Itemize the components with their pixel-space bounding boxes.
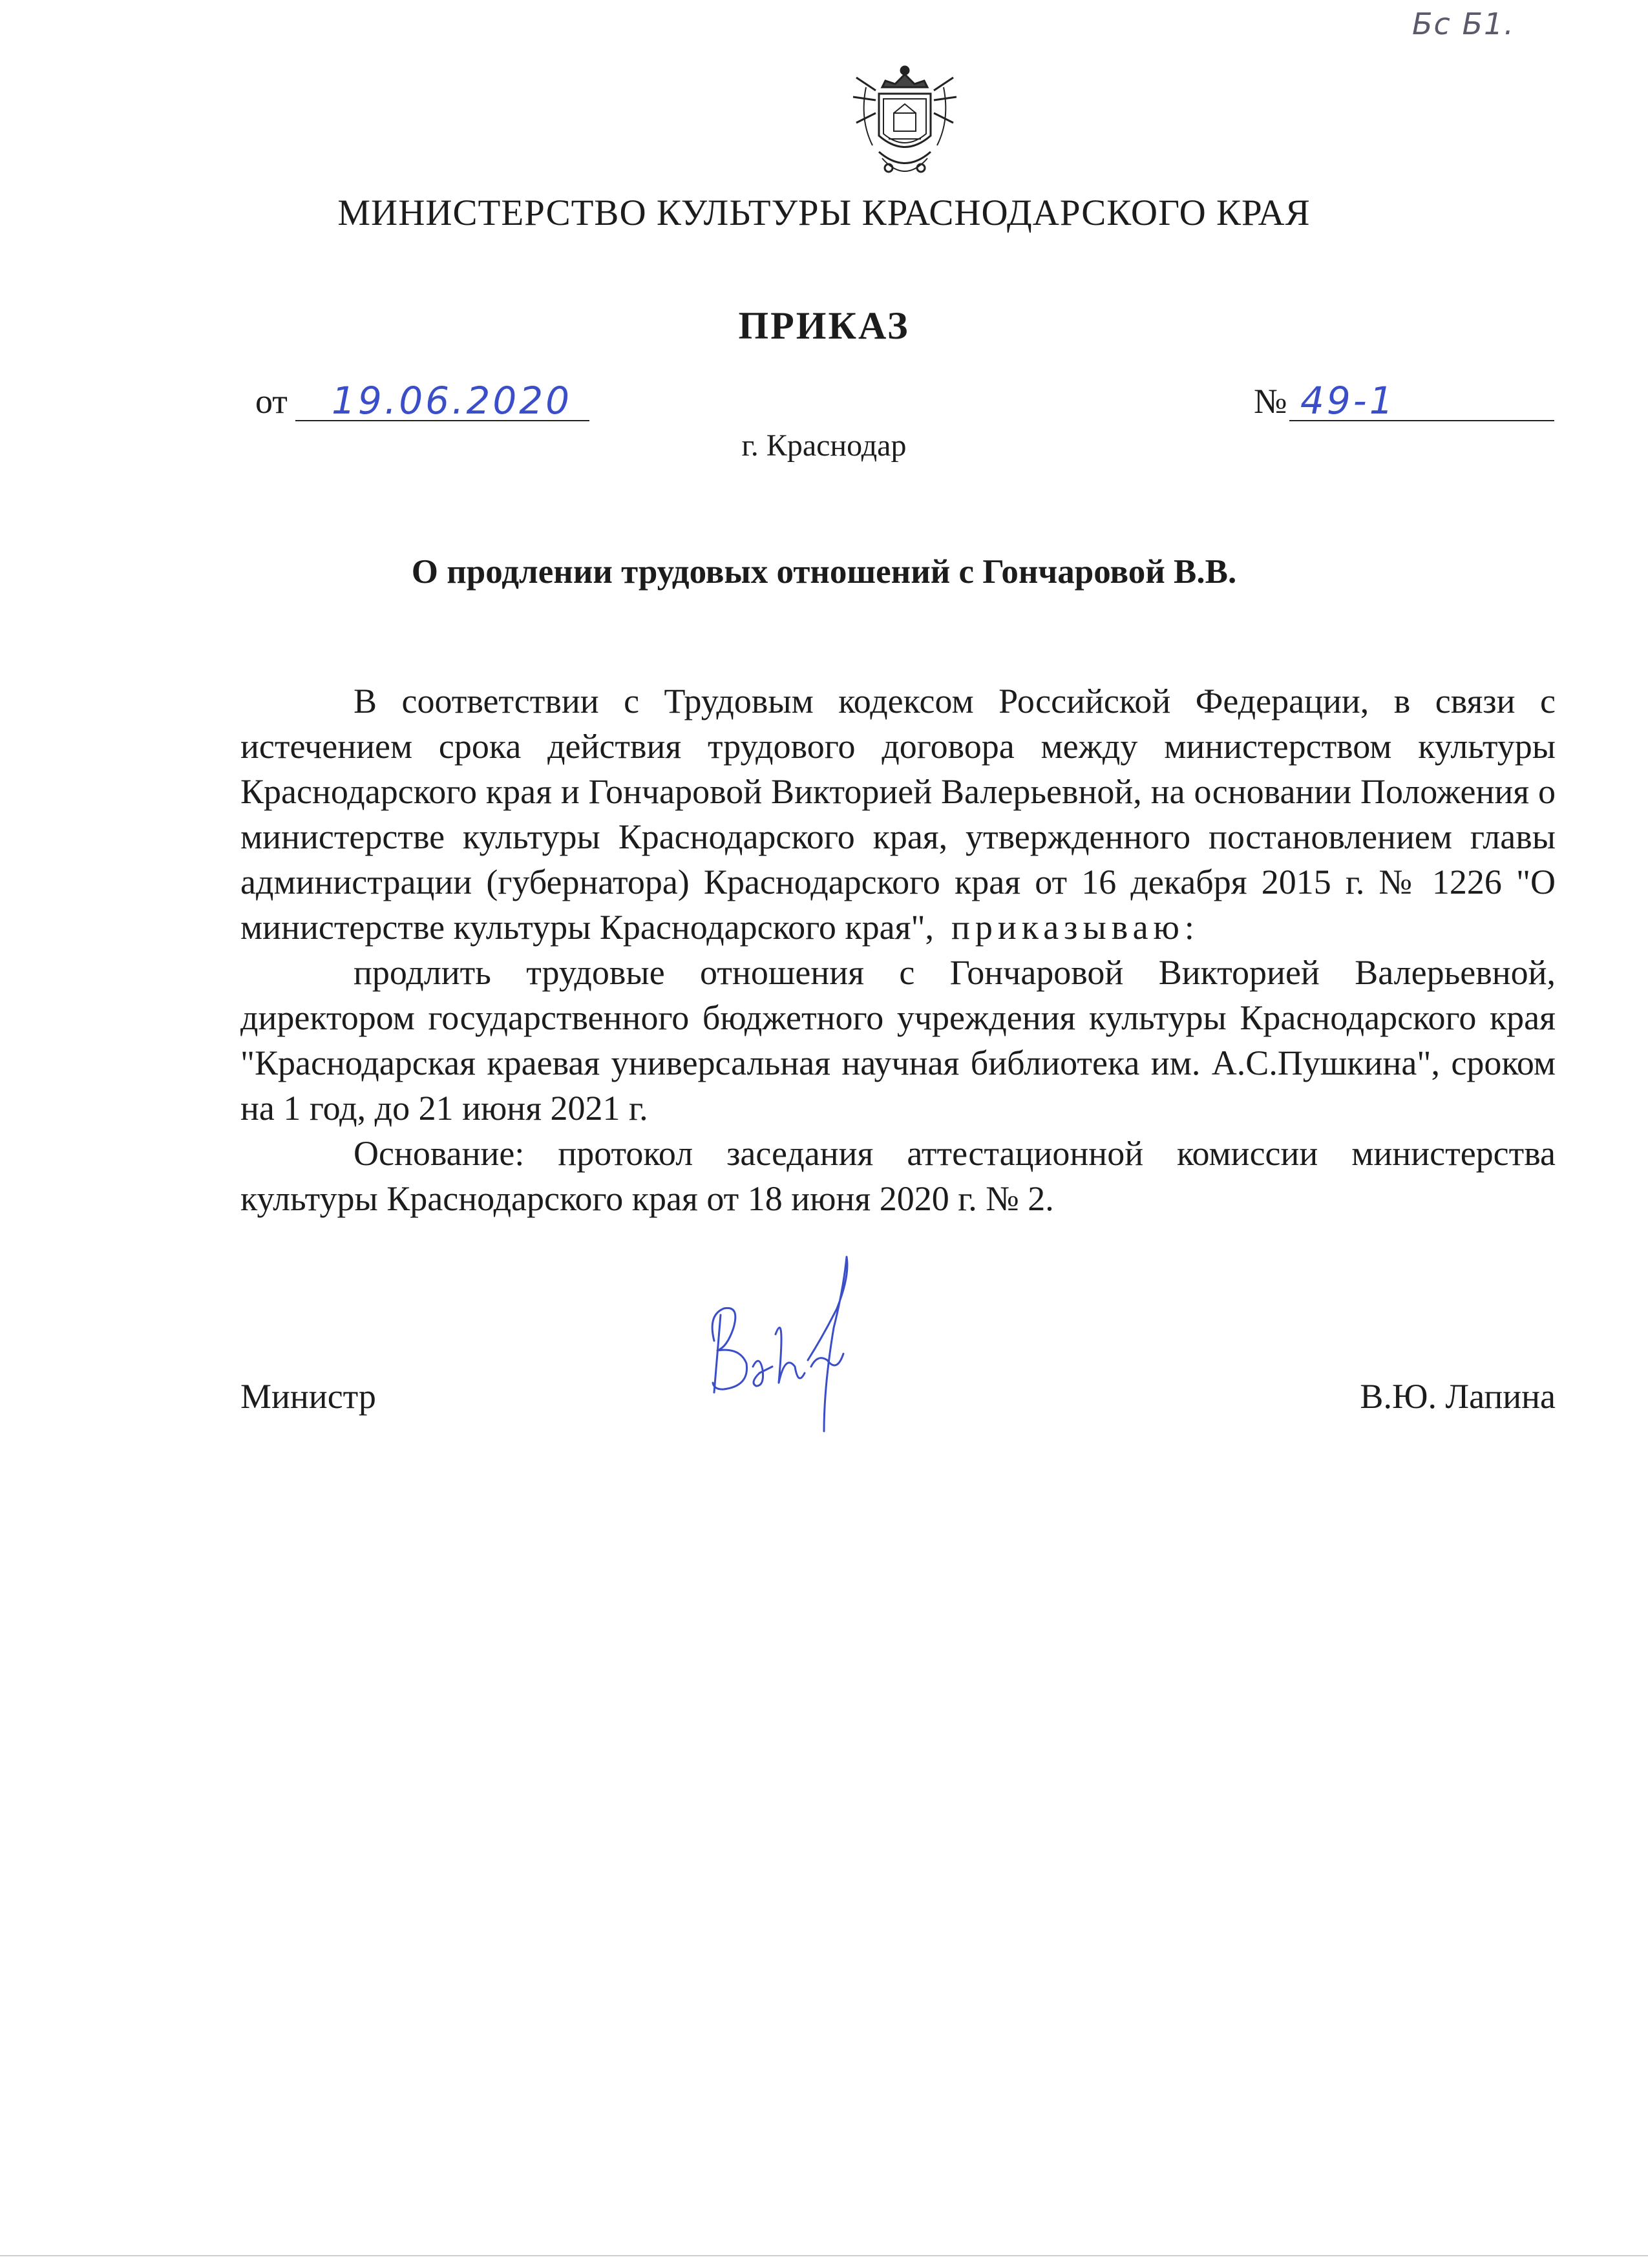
handwritten-signature [688,1237,889,1470]
number-prefix: № [1254,382,1287,421]
order-body [240,678,1556,1221]
date-value: 19.06.2020 [332,379,573,423]
preamble-text: В соответствии с Трудовым кодексом Российской Федерации, в связи с истечением срока действия трудового договора между министерством культуры Краснодарского края и Гончаровой Викторией Валерьевной, на основании Положения о министерстве культуры Краснодарского края, утвержденного постановлением главы администрации (губернатора) Краснодарского края от 16 декабря 2015 г. № 1226 "О министерстве культуры Краснодарского края", [240,682,1556,947]
paragraph-basis: Основание: протокол заседания аттестационной комиссии министерства культуры Краснодарского края от 18 июня 2020 г. № 2. [240,1134,1556,1218]
signer-position: Министр [240,1377,376,1416]
date-prefix: от [255,382,288,421]
scan-bottom-edge [0,2255,1648,2256]
document-type: ПРИКАЗ [738,304,910,347]
date-field [255,376,604,428]
signer-name: В.Ю. Лапина [1360,1377,1556,1416]
paragraph-order: продлить трудовые отношения с Гончаровой Викторией Валерьевной, директором государственного бюджетного учреждения культуры Краснодарского края "Краснодарская краевая универсальная научная библиотека им. А.С.Пушкина", сроком на 1 год, до 21 июня 2021 г. [240,953,1556,1128]
order-subject: О продлении трудовых отношений с Гончаровой В.В. [411,553,1237,591]
krasnodar-coat-of-arms-icon [843,61,966,187]
paragraph-preamble [240,678,1556,950]
ministry-name: МИНИСТЕРСТВО КУЛЬТУРЫ КРАСНОДАРСКОГО КРАЯ [337,193,1311,233]
number-field [1254,376,1558,428]
signature-block [240,1350,1556,1416]
number-value: 49-1 [1300,379,1396,423]
handwritten-corner-note: Бс Б1. [1412,6,1515,41]
city: г. Краснодар [741,428,907,463]
order-word: приказываю: [951,908,1199,947]
